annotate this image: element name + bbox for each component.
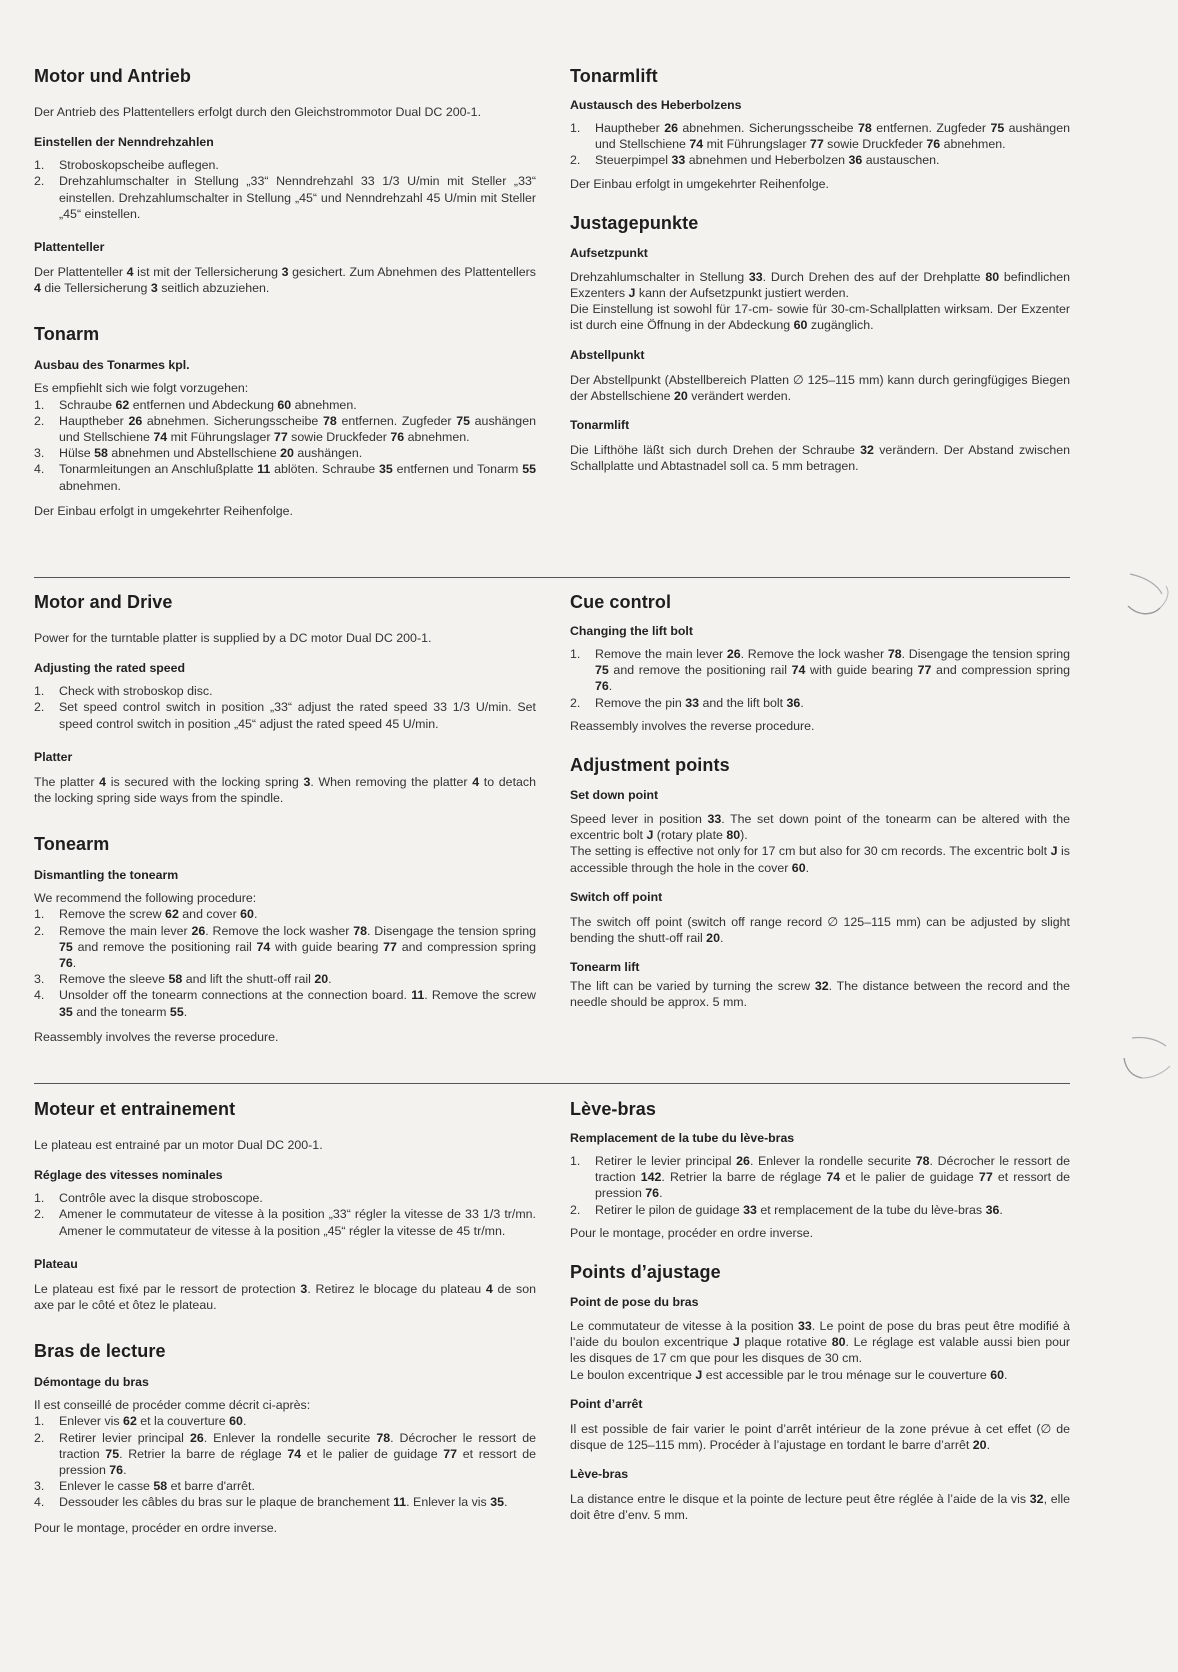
divider — [34, 1083, 1070, 1084]
heading-leve-bras: Lève-bras — [570, 1099, 656, 1119]
german-left-column — [34, 66, 536, 519]
platter-text: The platter 4 is secured with the locking spring 3. When removing the platter 4 to detach the locking spring side ways from the spindle. — [34, 774, 536, 806]
list-item: 4. Unsolder off the tonearm connections at the connection board. 11. Remove the screw 35 and the tonearm 55. — [34, 988, 536, 1019]
point-de-pose-text-b: Le boulon excentrique J est accessible par le trou ménage sur le couverture 60. — [570, 1367, 1008, 1382]
lift-list — [570, 1153, 1070, 1218]
french-left-column — [34, 1099, 536, 1536]
divider — [34, 577, 1070, 578]
list-item: 1. Remove the main lever 26. Remove the lock washer 78. Disengage the tension spring 75 and remove the positioning rail 74 with guide bearing 77 and compression spring 76. — [570, 647, 1070, 694]
list-item: 2. Retirer levier principal 26. Enlever la rondelle securite 78. Décrocher le ressort de traction 75. Retrier la barre de réglage 74 et le palier de guidage 77 et ressort de pression 76. — [34, 1430, 536, 1478]
lift-outro: Der Einbau erfolgt in umgekehrter Reihenfolge. — [570, 176, 829, 191]
list-item: 1. Schraube 62 entfernen und Abdeckung 60 abnehmen. — [34, 397, 357, 412]
lift-outro: Pour le montage, procéder en ordre inverse. — [570, 1225, 814, 1240]
tonearm-outro: Der Einbau erfolgt in umgekehrter Reihenfolge. — [34, 503, 293, 518]
subheading-platter: Plattenteller — [34, 240, 105, 255]
list-item: 1. Check with stroboskop disc. — [34, 684, 213, 699]
list-item: 2. Remove the main lever 26. Remove the lock washer 78. Disengage the tension spring 75 and remove the positioning rail 74 with guide bearing 77 and compression spring 76. — [34, 923, 536, 971]
subheading-platter: Platter — [34, 749, 73, 764]
english-left-column — [34, 592, 536, 1045]
lift-outro: Reassembly involves the reverse procedure. — [570, 718, 815, 733]
subheading-tonarmlift: Tonarmlift — [570, 418, 630, 433]
set-down-text-a: Speed lever in position 33. The set down point of the tonearm can be altered with the excentric bolt J (rotary plate 80). — [570, 812, 1070, 843]
speed-list — [34, 683, 536, 732]
aufsetzpunkt-text-a: Drehzahlumschalter in Stellung 33. Durch Drehen des auf der Drehplatte 80 befindlichen Exzenters J kann der Aufsetzpunkt justiert werden. — [570, 269, 1071, 301]
german-right-column — [570, 66, 1070, 474]
lift-list — [570, 120, 1070, 169]
subheading-tonearm: Ausbau des Tonarmes kpl. — [34, 358, 190, 373]
subheading-speed: Réglage des vitesses nominales — [34, 1168, 223, 1183]
speed-list — [34, 1190, 536, 1239]
subheading-tonearm-lift: Tonearm lift — [570, 960, 640, 975]
list-item: 3. Remove the sleeve 58 and lift the shutt-off rail 20. — [34, 972, 332, 987]
list-item: 4. Dessouder les câbles du bras sur le plaque de branchement 11. Enlever la vis 35. — [34, 1495, 508, 1510]
heading-justagepunkte: Justagepunkte — [570, 212, 699, 233]
heading-moteur-et-entrainement: Moteur et entrainement — [34, 1099, 236, 1119]
subheading-aufsetzpunkt: Aufsetzpunkt — [570, 245, 648, 260]
tonearm-lift-text: The lift can be varied by turning the screw 32. The distance between the record and the needle should be approx. 5 mm. — [570, 979, 1070, 1010]
subheading-lift: Changing the lift bolt — [570, 624, 693, 638]
list-item: 1. Retirer le levier principal 26. Enlever la rondelle securite 78. Décrocher le ressort de traction 142. Retrier la barre de réglage 74 et le palier de guidage 77 et ressort de pression 76. — [570, 1154, 1071, 1201]
subheading-point-d-arret: Point d’arrêt — [570, 1396, 643, 1411]
french-right-column — [570, 1099, 1070, 1524]
tonearm-outro: Reassembly involves the reverse procedure. — [34, 1029, 279, 1044]
switch-off-text: The switch off point (switch off range record ∅ 125–115 mm) can be adjusted by slight bending the shutt-off rail 20. — [570, 914, 1070, 946]
motor-intro: Power for the turntable platter is supplied by a DC motor Dual DC 200-1. — [34, 631, 432, 645]
lift-list — [570, 646, 1070, 711]
list-item: 2. Amener le commutateur de vitesse à la position „33“ régler la vitesse de 33 1/3 tr/mn. Amener le commutateur de vitesse à la position „45“ régler la vitesse de 45 tr/mn. — [34, 1207, 536, 1238]
heading-cue-control: Cue control — [570, 592, 672, 612]
heading-adjustment-points: Adjustment points — [570, 755, 730, 776]
list-item: 4. Tonarmleitungen an Anschlußplatte 11 ablöten. Schraube 35 entfernen und Tonarm 55 abnehmen. — [34, 462, 536, 493]
tonearm-list — [34, 906, 536, 1019]
binder-hole-mark — [1118, 1032, 1178, 1092]
list-item: 1. Hauptheber 26 abnehmen. Sicherungsscheibe 78 entfernen. Zugfeder 75 aushängen und Stellschiene 74 mit Führungslager 77 sowie Druckfeder 76 abnehmen. — [570, 121, 1070, 152]
platter-text: Der Plattenteller 4 ist mit der Tellersicherung 3 gesichert. Zum Abnehmen des Plattentellers 4 die Tellersicherung 3 seitlich abzuziehen. — [34, 265, 536, 296]
list-item: 1. Enlever vis 62 et la couverture 60. — [34, 1414, 247, 1429]
heading-motor-and-drive: Motor and Drive — [34, 592, 173, 612]
tonearm-list — [34, 1413, 536, 1510]
list-item: 1. Contrôle avec la disque stroboscope. — [34, 1191, 263, 1206]
subheading-point-de-pose: Point de pose du bras — [570, 1295, 699, 1310]
list-item: 3. Hülse 58 abnehmen und Abstellschiene 20 aushängen. — [34, 446, 363, 461]
list-item: 2. Retirer le pilon de guidage 33 et remplacement de la tube du lève-bras 36. — [570, 1202, 1003, 1217]
set-down-text-b: The setting is effective not only for 17 cm but also for 30 cm records. The excentric bolt J is accessible through the hole in the cover 60. — [570, 844, 1070, 875]
english-right-column — [570, 592, 1070, 1011]
heading-points-d-ajustage: Points d’ajustage — [570, 1262, 721, 1283]
tonearm-outro: Pour le montage, procéder en ordre inverse. — [34, 1520, 278, 1535]
subheading-platter: Plateau — [34, 1256, 78, 1271]
list-item: 2. Steuerpimpel 33 abnehmen und Heberbolzen 36 austauschen. — [570, 153, 940, 168]
subheading-lift: Austausch des Heberbolzens — [570, 98, 742, 112]
list-item: 2. Remove the pin 33 and the lift bolt 36. — [570, 695, 804, 710]
tonearm-list — [34, 397, 536, 494]
list-item: 2. Hauptheber 26 abnehmen. Sicherungsscheibe 78 entfernen. Zugfeder 75 aushängen und Stellschiene 74 mit Führungslager 77 sowie Druckfeder 76 abnehmen. — [34, 413, 536, 445]
heading-tonarmlift: Tonarmlift — [570, 66, 658, 86]
list-item: 2. Drehzahlumschalter in Stellung „33“ Nenndrehzahl 33 1/3 U/min mit Steller „33“ einstellen. Drehzahlumschalter in Stellung „45“ und Nenndrehzahl 45 U/min mit Steller „45“ einstellen. — [34, 174, 537, 221]
motor-intro: Der Antrieb des Plattentellers erfolgt durch den Gleichstrommotor Dual DC 200-1. — [34, 105, 482, 119]
tonearm-intro: Es empfiehlt sich wie folgt vorzugehen: — [34, 381, 249, 396]
heading-tonearm: Tonearm — [34, 834, 110, 855]
subheading-switch-off-point: Switch off point — [570, 889, 663, 904]
list-item: 1. Stroboskopscheibe auflegen. — [34, 158, 219, 173]
list-item: 1. Remove the screw 62 and cover 60. — [34, 907, 258, 922]
heading-tonarm: Tonarm — [34, 324, 100, 345]
subheading-tonearm: Dismantling the tonearm — [34, 868, 179, 883]
list-item: 2. Set speed control switch in position „33“ adjust the rated speed 33 1/3 U/min. Set speed control switch in position „45“ adjust the rated speed 45 U/min. — [34, 700, 536, 731]
point-d-arret-text: Il est possible de fair varier le point d’arrêt intérieur de la zone prévue à cet effet (∅ de disque de 125–115 mm). Procéder à l’ajustage en tordant le barre d’arrêt 20. — [570, 1421, 1070, 1453]
subheading-abstellpunkt: Abstellpunkt — [570, 347, 645, 362]
point-de-pose-text-a: Le commutateur de vitesse à la position 33. Le point de pose du bras peut être modifié à l’aide du boulon excentrique J plaque rotative 80. Le réglage est valable aussi bien pour les disques de 17 cm que pour les disques de 30 cm. — [570, 1319, 1070, 1366]
subheading-leve-bras: Lève-bras — [570, 1467, 629, 1482]
list-item: 3. Enlever le casse 58 et barre d'arrêt. — [34, 1479, 255, 1494]
tonearm-intro: Il est conseillé de procéder comme décrit ci-après: — [34, 1398, 311, 1413]
motor-intro: Le plateau est entrainé par un motor Dual DC 200-1. — [34, 1138, 323, 1152]
leve-bras-text: La distance entre le disque et la pointe de lecture peut être réglée à l’aide de la vis 32, elle doit être d’env. 5 mm. — [570, 1492, 1070, 1523]
heading-motor-und-antrieb: Motor und Antrieb — [34, 66, 192, 86]
platter-text: Le plateau est fixé par le ressort de protection 3. Retirez le blocage du plateau 4 de son axe par le côté et ôtez le plateau. — [34, 1281, 536, 1313]
aufsetzpunkt-text-b: Die Einstellung ist sowohl für 17-cm- sowie für 30-cm-Schallplatten wirksam. Der Exzenter ist durch eine Öffnung in der Abdeckung 60 zugänglich. — [570, 302, 1070, 333]
binder-hole-mark — [1118, 566, 1178, 626]
tonarmlift-text: Die Lifthöhe läßt sich durch Drehen der Schraube 32 verändern. Der Abstand zwischen Schallplatte und Abtastnadel soll ca. 5 mm betragen. — [570, 443, 1070, 474]
abstellpunkt-text: Der Abstellpunkt (Abstellbereich Platten ∅ 125–115 mm) kann durch geringfügiges Biegen der Abstellschiene 20 verändert werden. — [570, 372, 1070, 403]
subheading-speed: Adjusting the rated speed — [34, 661, 185, 676]
tonearm-intro: We recommend the following procedure: — [34, 891, 257, 906]
subheading-speed: Einstellen der Nenndrehzahlen — [34, 135, 214, 150]
speed-list — [34, 157, 536, 222]
heading-bras-de-lecture: Bras de lecture — [34, 1341, 166, 1362]
subheading-lift: Remplacement de la tube du lève-bras — [570, 1131, 795, 1145]
subheading-tonearm: Démontage du bras — [34, 1375, 149, 1390]
subheading-set-down-point: Set down point — [570, 788, 659, 803]
